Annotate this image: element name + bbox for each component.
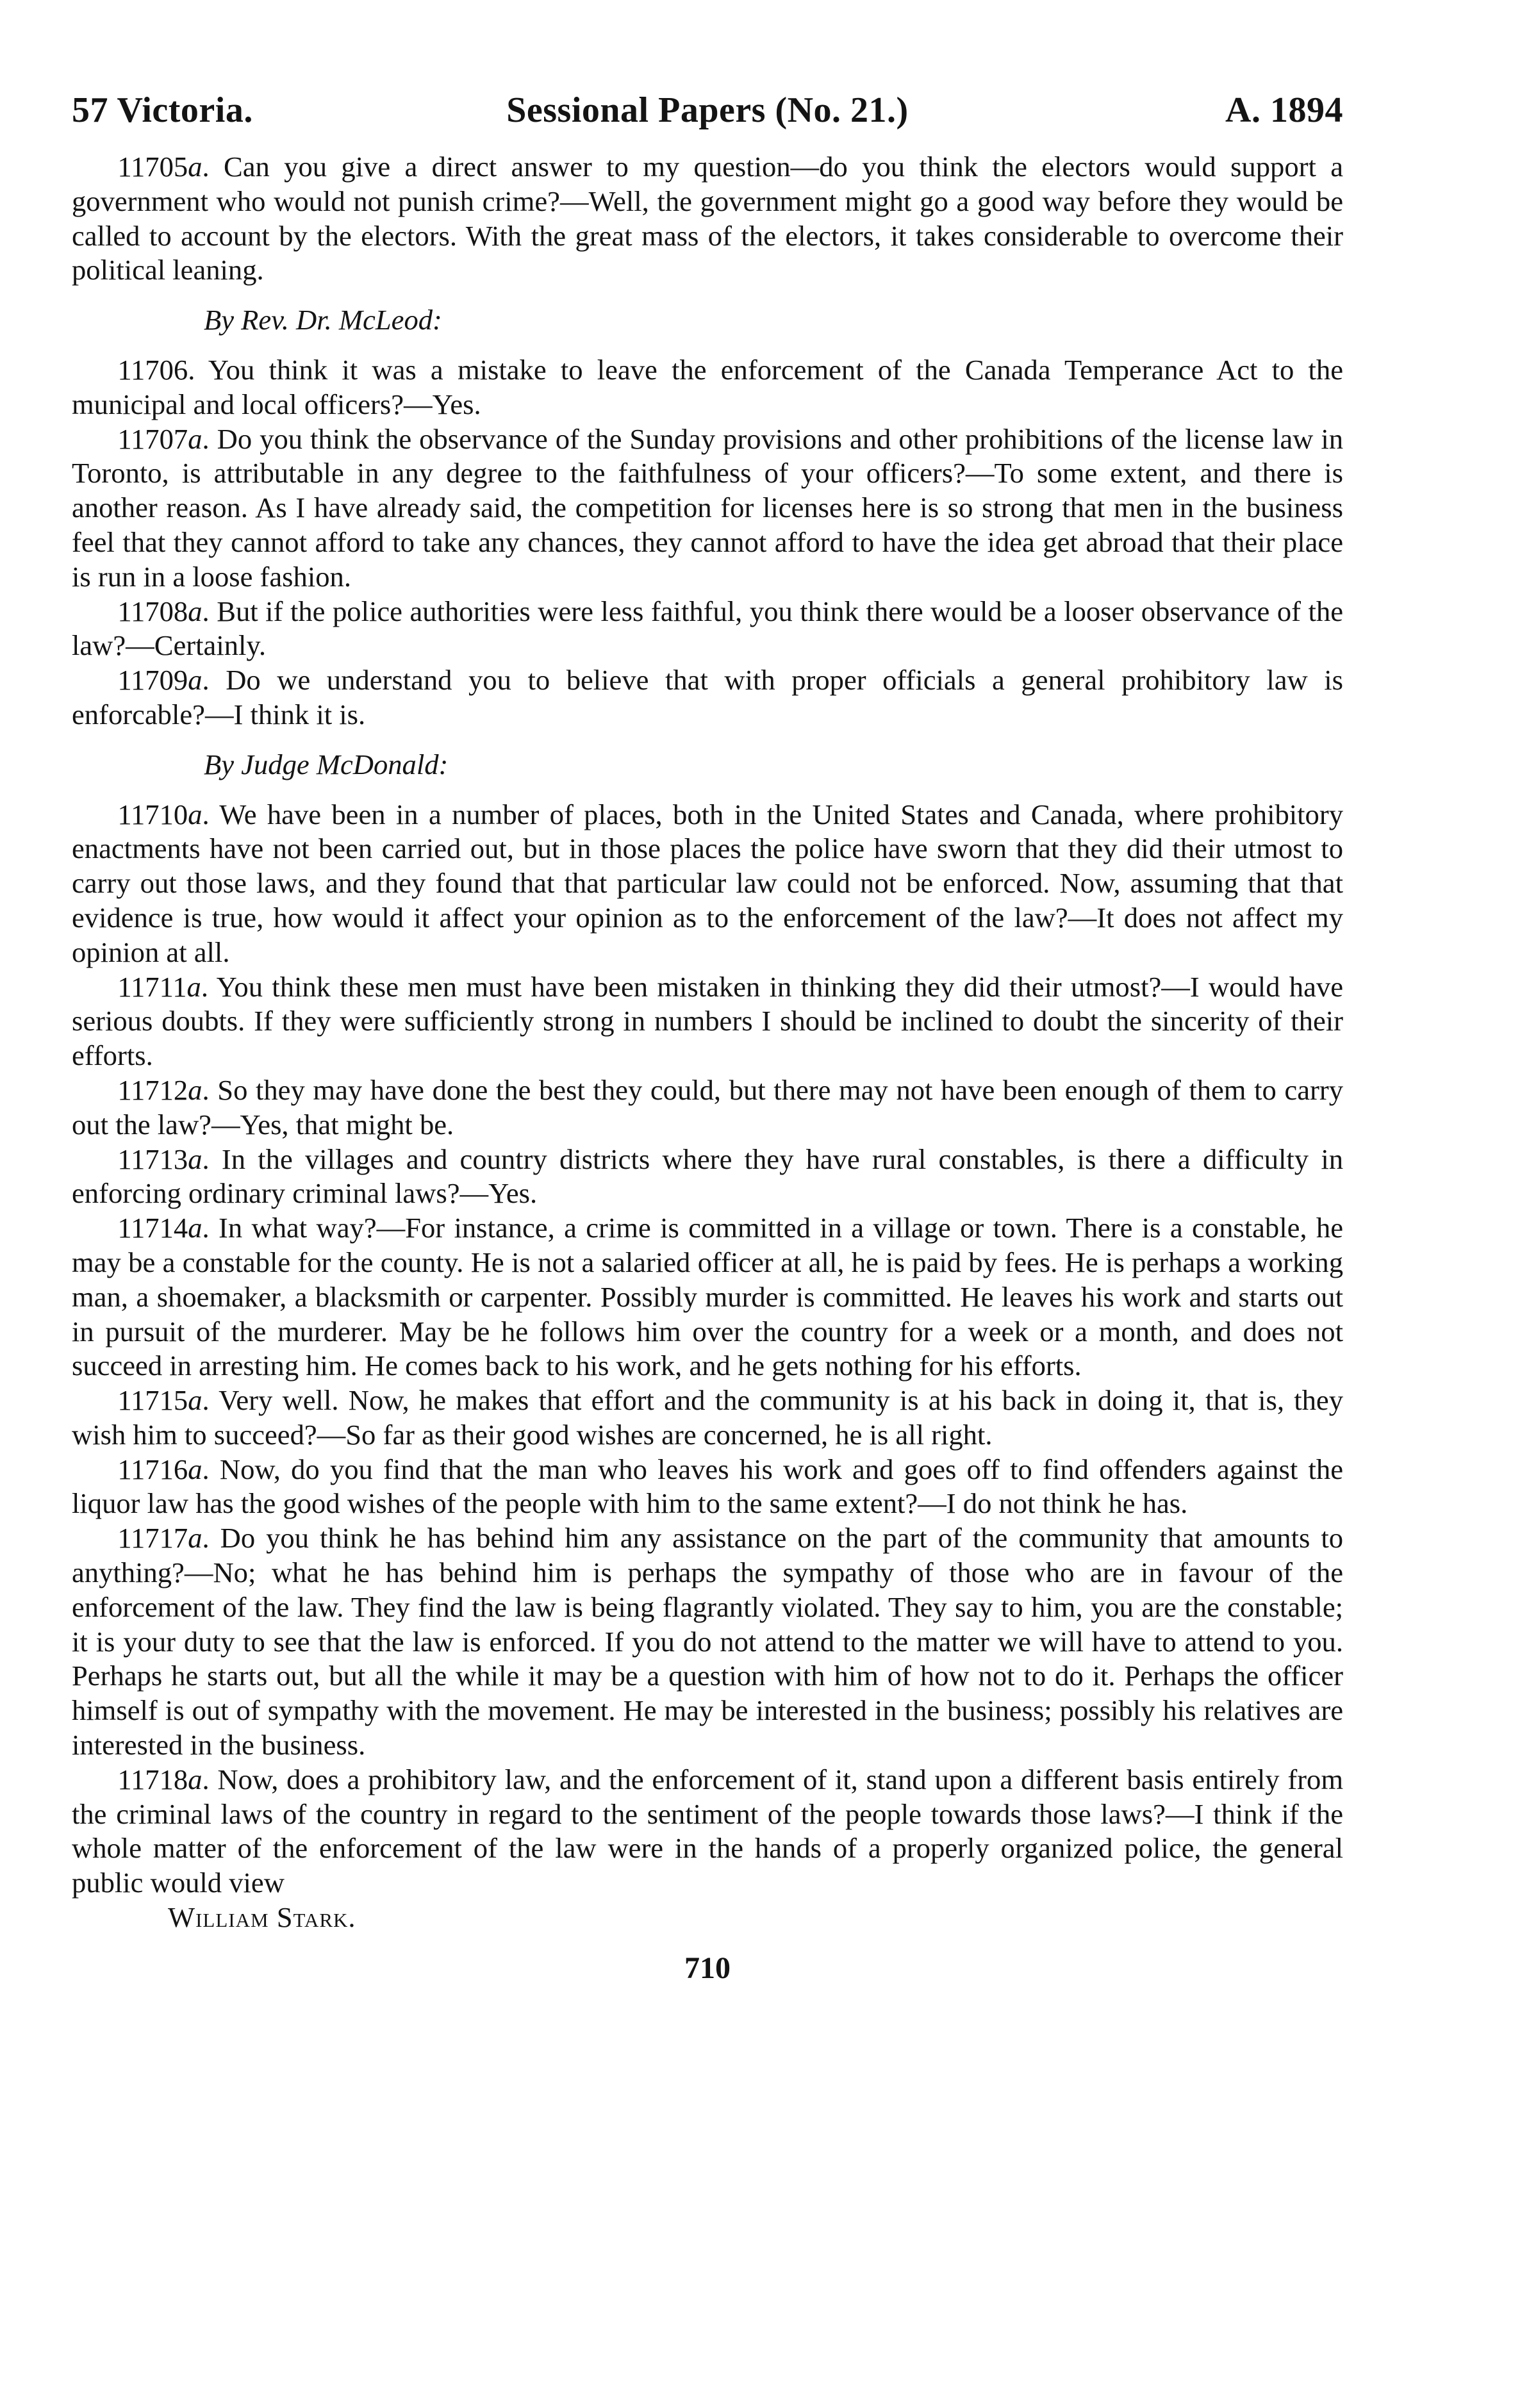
- header-left: 57 Victoria.: [72, 90, 253, 130]
- question-number-digits: 11707: [117, 422, 188, 455]
- question-number: [117, 1074, 202, 1106]
- question-number-suffix: a: [188, 1073, 202, 1106]
- examiner-heading: By Rev. Dr. McLeod:: [204, 304, 442, 336]
- question-number: [117, 354, 188, 386]
- question-number-digits: 11715: [117, 1384, 188, 1417]
- paragraph-text: In the villages and country districts where they have rural constables, is there a difficulty in enforcing ordinary criminal laws?—Yes.: [72, 1142, 1344, 1210]
- paragraph-text: We have been in a number of places, both in the United States and Canada, where prohibitory enactments have not been carried out, but in those places the police have sworn that they did their utmost to carry out those laws, and they found that that particular law could not be enforced. Now, assuming that that evidence is true, how would it affect your opinion as to the enforcement of the law?—It does not affect my opinion at all.: [72, 798, 1343, 968]
- testimony-paragraph: 11711a. You think these men must have been mistaken in thinking they did their utmost?—I would have serious doubts. If they were sufficiently strong in numbers I should be inclined to doubt the sincerity of their efforts.: [72, 970, 1343, 1072]
- testimony-paragraph: 11717a. Do you think he has behind him any assistance on the part of the community that amounts to anything?—No; what he has behind him is perhaps the sympathy of those who are in favour of the enforcement of the law. They find the law is being flagrantly violated. They say to him, you are the constable; it is your duty to see that the law is enforced. If you do not attend to the matter we will have to attend to you. Perhaps he starts out, but all the while it may be a question with him of how not to do it. Perhaps the officer himself is out of sympathy with the movement. He may be interested in the business; possibly his relatives are interested in the business.: [72, 1522, 1344, 1761]
- page-number: 710: [684, 1950, 731, 1985]
- question-number: [117, 664, 202, 696]
- question-number-suffix: a: [188, 595, 202, 627]
- question-number: [117, 1384, 202, 1416]
- question-number-suffix: a: [188, 151, 202, 183]
- question-number-digits: 11713: [117, 1142, 188, 1175]
- document-page: [72, 90, 1343, 1986]
- examiner-heading: By Judge McDonald:: [204, 748, 449, 780]
- testimony-paragraph: 11712a. So they may have done the best they could, but there may not have been enough of them to carry out the law?—Yes, that might be.: [72, 1073, 1344, 1141]
- question-number-suffix: a: [188, 1522, 202, 1554]
- paragraph-text: You think these men must have been mistaken in thinking they did their utmost?—I would have serious doubts. If they were sufficiently strong in numbers I should be inclined to doubt the sincerity of their efforts.: [72, 970, 1343, 1072]
- question-number-digits: 11716: [117, 1453, 188, 1485]
- question-number-digits: 11714: [117, 1212, 188, 1244]
- testimony-paragraph: 11705a. Can you give a direct answer to my question—do you think the electors would support a government who would not punish crime?—Well, the government might go a good way before they would be called to account by the electors. With the great mass of the electors, it takes considerable to overcome their political leaning.: [72, 151, 1343, 286]
- header-right: A. 1894: [1225, 90, 1343, 130]
- question-number-suffix: a: [186, 970, 201, 1003]
- question-number: [117, 1212, 202, 1244]
- testimony-paragraph: 11714a. In what way?—For instance, a crime is committed in a village or town. There is a constable, he may be a constable for the county. He is not a salaried officer at all, he is paid by fees. He is perhaps a working man, a shoemaker, a blacksmith or carpenter. Possibly murder is committed. He leaves his work and starts out in pursuit of the murderer. May be he follows him over the country for a week or a month, and does not succeed in arresting him. He comes back to his work, and he gets nothing for his efforts.: [72, 1212, 1343, 1382]
- question-number-digits: 11718: [117, 1763, 188, 1795]
- paragraph-text: Do you think the observance of the Sunday provisions and other prohibitions of the license law in Toronto, is attributable in any degree to the faithfulness of your officers?—To some extent, and there is another reason. As I have already said, the competition for licenses here is so strong that men in the business feel that they cannot afford to take any chances, they cannot afford to have the idea get abroad that their place is run in a loose fashion.: [72, 422, 1344, 593]
- witness-name: William Stark.: [168, 1901, 356, 1934]
- question-number: [117, 423, 202, 455]
- testimony-paragraph: 11709a. Do we understand you to believe that with proper officials a general prohibitory law is enforcable?—I think it is.: [72, 664, 1344, 730]
- paragraph-text: Now, does a prohibitory law, and the enforcement of it, stand upon a different basis entirely from the criminal laws of the country in regard to the sentiment of the people towards those laws?—I think if the whole matter of the enforcement of the law were in the hands of a properly organized police, the general public would view: [72, 1763, 1344, 1899]
- question-number: [117, 971, 201, 1003]
- question-number-digits: 11709: [117, 664, 188, 697]
- testimony-paragraph: 11706. You think it was a mistake to leave the enforcement of the Canada Temperance Act to the municipal and local officers?—Yes.: [72, 353, 1343, 420]
- question-number-digits: 11705: [117, 151, 188, 183]
- question-number-suffix: a: [188, 664, 202, 697]
- question-number-digits: 11711: [117, 970, 187, 1003]
- question-number: [117, 595, 202, 627]
- body-text: [72, 150, 1343, 1901]
- question-number-digits: 11710: [117, 798, 188, 830]
- testimony-paragraph: 11718a. Now, does a prohibitory law, and the enforcement of it, stand upon a different basis entirely from the criminal laws of the country in regard to the sentiment of the people towards those laws?—I think if the whole matter of the enforcement of the law were in the hands of a properly organized police, the general public would view: [72, 1763, 1344, 1899]
- question-number-suffix: a: [188, 1212, 202, 1244]
- question-number-suffix: a: [188, 1142, 202, 1175]
- question-number-suffix: a: [188, 1384, 202, 1417]
- question-number-digits: 11717: [117, 1522, 188, 1554]
- question-number-suffix: a: [188, 798, 202, 830]
- question-number-suffix: a: [188, 1453, 202, 1485]
- question-number: [117, 1143, 202, 1175]
- paragraph-text: You think it was a mistake to leave the enforcement of the Canada Temperance Act to the municipal and local officers?—Yes.: [72, 353, 1343, 420]
- paragraph-text: In what way?—For instance, a crime is committed in a village or town. There is a constable, he may be a constable for the county. He is not a salaried officer at all, he is paid by fees. He is perhaps a working man, a shoemaker, a blacksmith or carpenter. Possibly murder is committed. He leaves his work and starts out in pursuit of the murderer. May be he follows him over the country for a week or a month, and does not succeed in arresting him. He comes back to his work, and he gets nothing for his efforts.: [72, 1212, 1343, 1382]
- question-number-digits: 11706: [117, 353, 188, 386]
- header-center: Sessional Papers (No. 21.): [506, 90, 909, 130]
- testimony-paragraph: 11708a. But if the police authorities were less faithful, you think there would be a looser observance of the law?—Certainly.: [72, 595, 1343, 662]
- testimony-paragraph: 11716a. Now, do you find that the man who leaves his work and goes off to find offenders against the liquor law has the good wishes of the people with him to the same extent?—I do not think he has.: [72, 1453, 1343, 1520]
- paragraph-text: Can you give a direct answer to my question—do you think the electors would support a government who would not punish crime?—Well, the government might go a good way before they would be called to account by the electors. With the great mass of the electors, it takes considerable to overcome their political leaning.: [72, 151, 1343, 286]
- testimony-paragraph: 11715a. Very well. Now, he makes that effort and the community is at his back in doing it, that is, they wish him to succeed?—So far as their good wishes are concerned, he is all right.: [72, 1384, 1343, 1451]
- question-number-digits: 11708: [117, 595, 188, 627]
- question-number-suffix: a: [188, 1763, 202, 1795]
- paragraph-text: Now, do you find that the man who leaves his work and goes off to find offenders against the liquor law has the good wishes of the people with him to the same extent?—I do not think he has.: [72, 1453, 1343, 1520]
- paragraph-text: So they may have done the best they could, but there may not have been enough of them to carry out the law?—Yes, that might be.: [72, 1073, 1344, 1141]
- question-number-digits: 11712: [117, 1073, 188, 1106]
- question-number: [117, 151, 202, 183]
- testimony-paragraph: 11713a. In the villages and country districts where they have rural constables, is there a difficulty in enforcing ordinary criminal laws?—Yes.: [72, 1142, 1344, 1210]
- paragraph-text: But if the police authorities were less faithful, you think there would be a looser observance of the law?—Certainly.: [72, 595, 1343, 662]
- paragraph-text: Do we understand you to believe that with proper officials a general prohibitory law is enforcable?—I think it is.: [72, 664, 1344, 730]
- question-number: [117, 1453, 202, 1485]
- paragraph-text: Very well. Now, he makes that effort and the community is at his back in doing it, that is, they wish him to succeed?—So far as their good wishes are concerned, he is all right.: [72, 1384, 1343, 1451]
- question-number: [117, 1763, 202, 1795]
- testimony-paragraph: 11710a. We have been in a number of places, both in the United States and Canada, where prohibitory enactments have not been carried out, but in those places the police have sworn that they did their utmost to carry out those laws, and they found that that particular law could not be enforced. Now, assuming that that evidence is true, how would it affect your opinion as to the enforcement of the law?—It does not affect my opinion at all.: [72, 798, 1343, 968]
- testimony-paragraph: 11707a. Do you think the observance of the Sunday provisions and other prohibitions of the license law in Toronto, is attributable in any degree to the faithfulness of your officers?—To some extent, and there is another reason. As I have already said, the competition for licenses here is so strong that men in the business feel that they cannot afford to take any chances, they cannot afford to have the idea get abroad that their place is run in a loose fashion.: [72, 422, 1344, 593]
- running-header: [72, 90, 1343, 131]
- question-number: [117, 798, 202, 830]
- paragraph-text: Do you think he has behind him any assistance on the part of the community that amounts to anything?—No; what he has behind him is perhaps the sympathy of those who are in favour of the enforcement of the law. They find the law is being flagrantly violated. They say to him, you are the constable; it is your duty to see that the law is enforced. If you do not attend to the matter we will have to attend to you. Perhaps he starts out, but all the while it may be a question with him of how not to do it. Perhaps the officer himself is out of sympathy with the movement. He may be interested in the business; possibly his relatives are interested in the business.: [72, 1522, 1344, 1761]
- question-number-suffix: a: [188, 422, 202, 455]
- question-number: [117, 1522, 202, 1554]
